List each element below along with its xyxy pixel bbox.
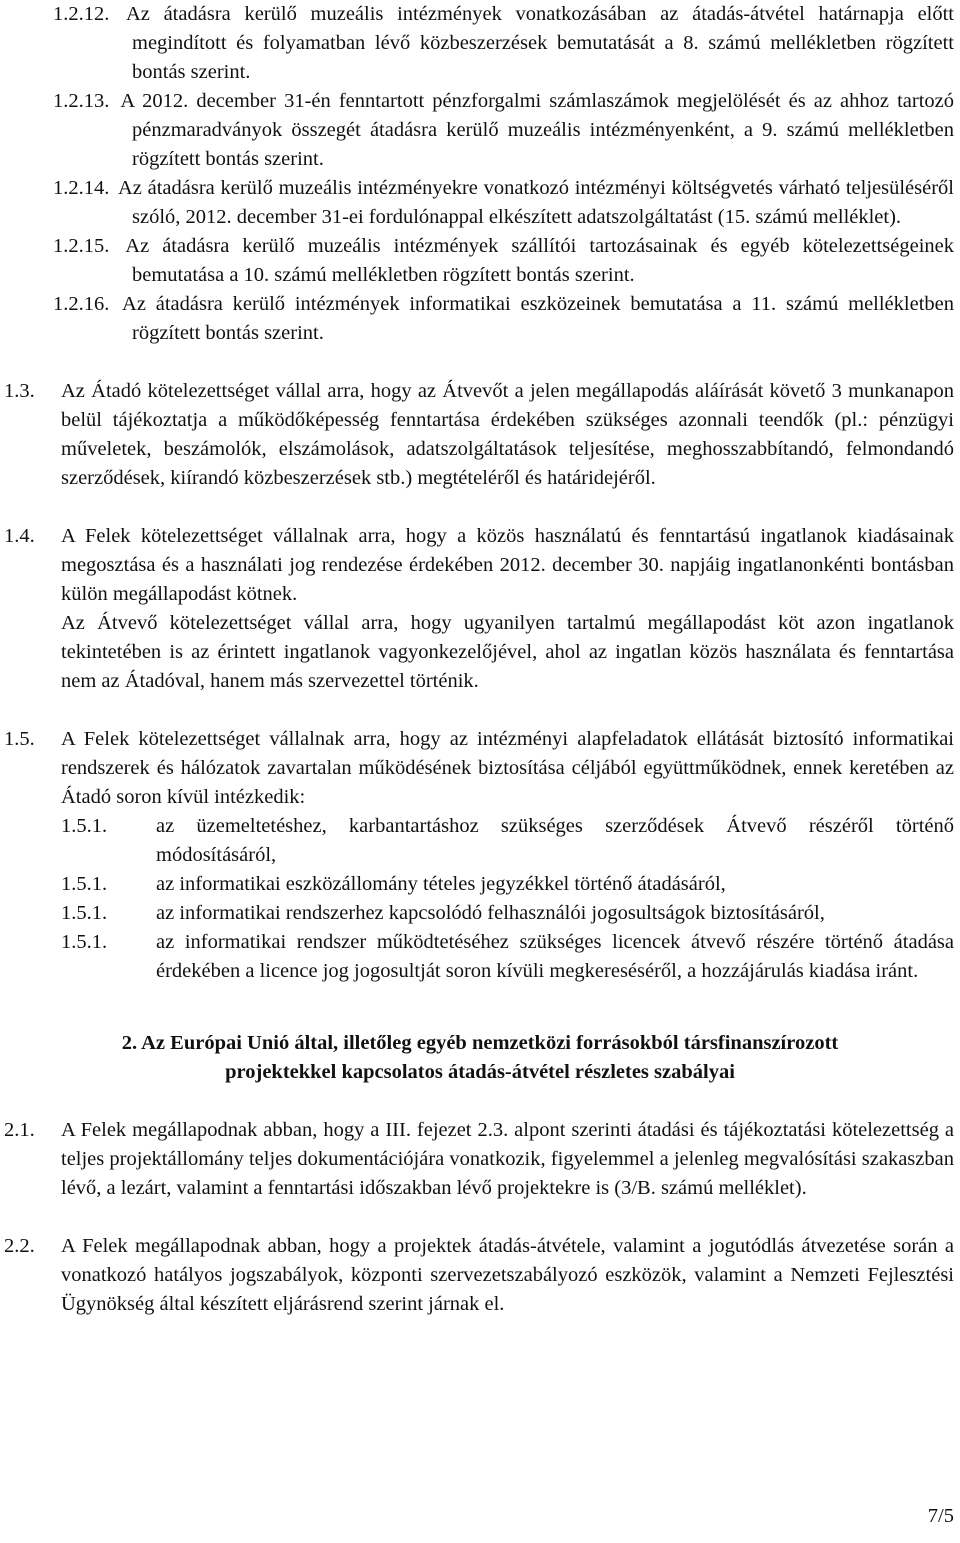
paragraph-text: A Felek megállapodnak abban, hogy a III. fejezet 2.3. alpont szerinti átadási és tájékoztatási kötelezettség a teljes projektállomány teljes dokumentációjára vonatkozik, figyelemmel a jelenleg megvalósítási szakaszban lévő, a lezárt, valamint a fenntartási időszakban lévő projektekre is (3/B. számú melléklet). (61, 1119, 954, 1199)
paragraph-2-2 (4, 1232, 954, 1319)
list-item-text: az informatikai eszközállomány tételes jegyzékkel történő átadásáról, (156, 873, 726, 895)
sub-item-text: Az átadásra kerülő muzeális intézmények vonatkozásában az átadás-átvétel határnapja előtt megindított és folyamatban lévő közbeszerzések bemutatását a 8. számú mellékletben rögzített bontás szerint. (125, 3, 955, 83)
list-item (4, 899, 954, 928)
sub-item-number: 1.2.15. (53, 235, 110, 257)
sub-item-1-2-14 (4, 174, 954, 232)
paragraph-text: A Felek kötelezettséget vállalnak arra, hogy a közös használatú és fenntartású ingatlanok kiadásainak megosztása és a használati jog rendezése érdekében 2012. december 30. napjáig ingatlanonkénti bontásban külön megállapodást kötnek. (61, 525, 954, 605)
paragraph-number: 1.4. (4, 525, 35, 547)
sub-item-number: 1.2.14. (53, 177, 110, 199)
paragraph-number: 1.3. (4, 380, 35, 402)
sub-item-1-2-15 (4, 232, 954, 290)
sub-item-1-2-12 (4, 0, 954, 87)
section-heading-line-2: projektekkel kapcsolatos átadás-átvétel részletes szabályai (225, 1061, 735, 1083)
section-heading (20, 1029, 940, 1087)
list-item-text: az üzemeltetéshez, karbantartáshoz szükséges szerződések Átvevő részéről történő módosításáról, (156, 815, 954, 866)
sub-item-number: 1.2.13. (53, 90, 110, 112)
page-number: 7/5 (927, 1505, 954, 1527)
sub-item-text: Az átadásra kerülő intézmények informatikai eszközeinek bemutatása a 11. számú mellékletben rögzített bontás szerint. (122, 293, 954, 344)
list-item (4, 812, 954, 870)
list-1-5-items (0, 812, 960, 986)
sub-item-1-2-13 (4, 87, 954, 174)
list-item (4, 870, 954, 899)
paragraph-2-1 (4, 1116, 954, 1203)
paragraph-text: Az Átadó kötelezettséget vállal arra, hogy az Átvevőt a jelen megállapodás aláírását követő 3 munkanapon belül tájékoztatja a működőképesség fenntartása érdekében szükséges azonnali teendők (pl.: pénzügyi műveletek, beszámolók, elszámolások, adatszolgáltatások teljesítése, meghosszabbítandó, felmondandó szerződések, kiírandó közbeszerzések stb.) megtételéről és határidejéről. (61, 380, 954, 489)
paragraph-text-continued: Az Átvevő kötelezettséget vállal arra, hogy ugyanilyen tartalmú megállapodást köt azon ingatlanok tekintetében is az érintett ingatlanok vagyonkezelőjével, ahol az ingatlan közös használata és fenntartása nem az Átadóval, hanem más szervezettel történik. (61, 612, 954, 692)
paragraph-text: A Felek kötelezettséget vállalnak arra, hogy az intézményi alapfeladatok ellátását biztosító informatikai rendszerek és hálózatok zavartalan működésének biztosítása céljából együttműködnek, ennek keretében az Átadó soron kívül intézkedik: (61, 728, 954, 808)
sub-item-number: 1.2.12. (53, 3, 110, 25)
list-item-number: 1.5.1. (61, 815, 108, 837)
paragraph-text: A Felek megállapodnak abban, hogy a projektek átadás-átvétele, valamint a jogutódlás átvezetése során a vonatkozó hatályos jogszabályok, központi szervezetszabályozó eszközök, valamint a Nemzeti Fejlesztési Ügynökség által készített eljárásrend szerint járnak el. (61, 1235, 954, 1315)
list-item-number: 1.5.1. (61, 931, 108, 953)
paragraph-number: 1.5. (4, 728, 35, 750)
section-heading-line-1: 2. Az Európai Unió által, illetőleg egyéb nemzetközi forrásokból társfinanszírozott (121, 1032, 839, 1054)
paragraph-number: 2.2. (4, 1235, 35, 1257)
paragraph-number: 2.1. (4, 1119, 35, 1141)
sub-item-1-2-16 (4, 290, 954, 348)
paragraph-1-5 (4, 725, 954, 812)
paragraph-1-3 (4, 377, 954, 493)
sub-item-text: Az átadásra kerülő muzeális intézmények szállítói tartozásainak és egyéb kötelezettségeinek bemutatása a 10. számú mellékletben rögzített bontás szerint. (125, 235, 954, 286)
sub-item-list (0, 0, 960, 348)
list-item (4, 928, 954, 986)
list-item-number: 1.5.1. (61, 873, 108, 895)
sub-item-text: A 2012. december 31-én fenntartott pénzforgalmi számlaszámok megjelölését és az ahhoz tartozó pénzmaradványok összegét átadásra kerülő muzeális intézményenként, a 9. számú mellékletben rögzített bontás szerint. (120, 90, 955, 170)
sub-item-number: 1.2.16. (53, 293, 110, 315)
list-item-number: 1.5.1. (61, 902, 108, 924)
list-item-text: az informatikai rendszer működtetéséhez szükséges licencek átvevő részére történő átadása érdekében a licence jog jogosultját soron kívüli megkereséséről, a hozzájárulás kiadása iránt. (156, 931, 954, 982)
paragraph-1-4 (4, 522, 954, 696)
list-item-text: az informatikai rendszerhez kapcsolódó felhasználói jogosultságok biztosításáról, (156, 902, 825, 924)
sub-item-text: Az átadásra kerülő muzeális intézményekre vonatkozó intézményi költségvetés várható teljesüléséről szóló, 2012. december 31-ei fordulónappal elkészített adatszolgáltatást (15. számú melléklet). (117, 177, 954, 228)
